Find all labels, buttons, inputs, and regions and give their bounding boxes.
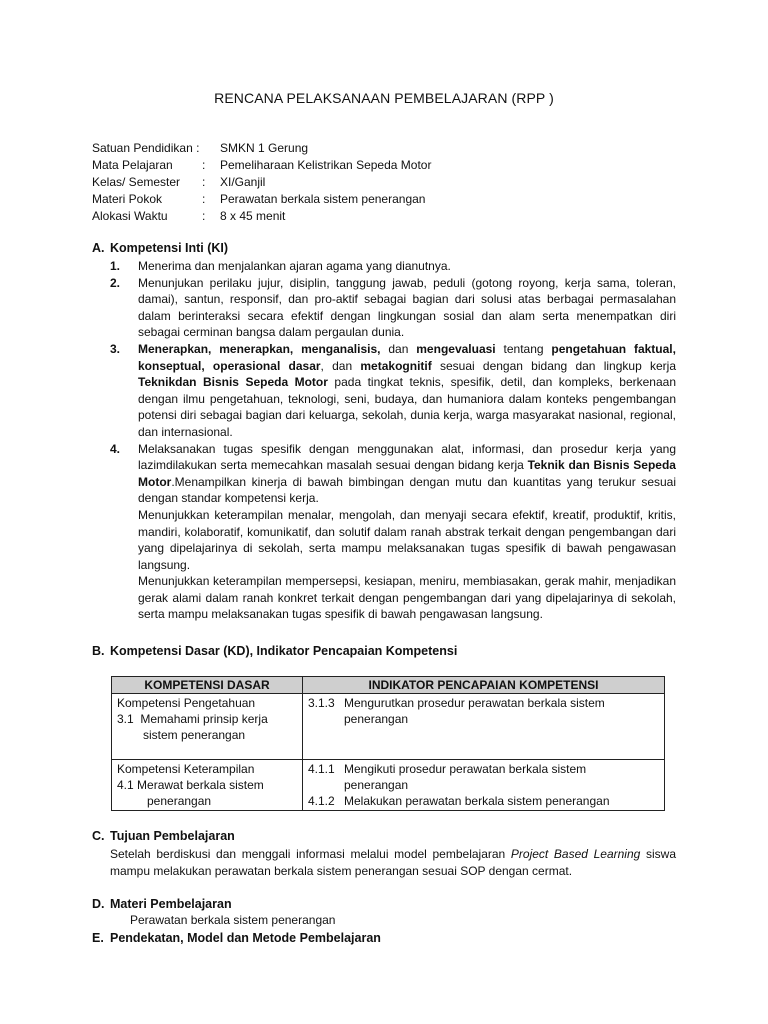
kd-type: Kompetensi Keterampilan	[117, 762, 255, 776]
meta-value: XI/Ganjil	[220, 175, 266, 189]
ki-item	[110, 341, 676, 441]
meta-value: Pemeliharaan Kelistrikan Sepeda Motor	[220, 158, 432, 172]
indicator-code: 3.1.3	[308, 696, 335, 710]
ki-paragraph: Menunjukkan keterampilan menalar, mengolah, dan menyaji secara efektif, kreatif, produktif, kritis, mandiri, kolaboratif, komunikatif, dan solutif dalam ranah abstrak terkait dengan pengembangan dari yang dipelajarinya di sekolah, serta mampu melaksanakan tugas spesifik di bawah pengawasan langsung.	[138, 507, 676, 572]
meta-key: Satuan Pendidikan :	[92, 141, 200, 155]
kd-code: 4.1	[117, 778, 134, 792]
kd-text-cont: penerangan	[147, 794, 212, 808]
ki-item	[110, 275, 676, 341]
ki-number: 3.	[110, 341, 121, 356]
meta-key: Mata Pelajaran	[92, 158, 173, 172]
meta-colon: :	[202, 209, 206, 223]
meta-key: Kelas/ Semester	[92, 175, 181, 189]
ki-number: 1.	[110, 259, 121, 273]
meta-colon: :	[202, 175, 206, 189]
meta-row	[92, 174, 431, 191]
meta-row	[92, 191, 431, 208]
ki-text: Menunjukan perilaku jujur, disiplin, tanggung jawab, peduli (gotong royong, kerja sama, toleran, damai), santun, responsif, dan pro-aktif sebagai bagian dari solusi atas berbagai permasalahan dalam berinteraksi secara efektif dengan lingkungan sosial dan alam serta menempatkan diri sebagai cerminan bangsa dalam pergaulan dunia.	[138, 275, 676, 340]
section-title: Tujuan Pembelajaran	[110, 829, 235, 843]
section-e-heading	[92, 931, 381, 945]
ki-paragraph: Menunjukkan keterampilan mempersepsi, kesiapan, meniru, membiasakan, gerak mahir, menjadikan gerak alami dalam ranah konkret terkait dengan pengembangan dari yang dipelajarinya di sekolah, serta mampu melaksanakan tugas spesifik di bawah pengawasan langsung.	[138, 574, 676, 622]
ki-list	[110, 258, 676, 623]
table-row	[112, 694, 665, 760]
meta-key: Alokasi Waktu	[92, 209, 168, 223]
ki-text-part: sesuai dengan bidang dan lingkup kerja	[431, 358, 676, 373]
indicator	[308, 793, 659, 809]
section-c-text	[110, 846, 676, 880]
kd-text: Memahami prinsip kerja	[140, 712, 268, 726]
text-part: siswa mampu melakukan perawatan berkala sistem penerangan sesuai SOP dengan cermat.	[110, 847, 676, 878]
ki-text: Menerima dan menjalankan ajaran agama yang dianutnya.	[138, 259, 451, 273]
indicator-text	[344, 761, 586, 793]
meta-value: SMKN 1 Gerung	[220, 141, 309, 155]
meta-row	[92, 157, 431, 174]
ki-bold-text: pengetahuan faktual, konseptual, operasional dasar	[138, 341, 676, 373]
ki-item	[110, 441, 676, 507]
kd-text: Merawat berkala sistem	[137, 778, 264, 792]
ki-text-part: tentang	[495, 341, 552, 356]
ki-number: 2.	[110, 275, 121, 290]
meta-key: Materi Pokok	[92, 192, 163, 206]
section-letter: D.	[92, 897, 105, 911]
ki-text-part: pada tingkat teknis, spesifik, detil, dan kompleks, berkenaan dengan ilmu pengetahuan, teknologi, seni, budaya, dan humaniora dalam konteks pengembangan potensi diri sebagai bagian dari keluarga, sekolah, dunia kerja, warga masyarakat nasional, regional, dan internasional.	[138, 375, 676, 439]
section-a-heading	[92, 241, 228, 255]
indicator-text: Melakukan perawatan berkala sistem penerangan	[344, 794, 610, 808]
kd-cell	[112, 694, 303, 760]
meta-value: 8 x 45 menit	[220, 209, 286, 223]
kd-line	[117, 777, 297, 793]
section-title: Kompetensi Dasar (KD), Indikator Pencapaian Kompetensi	[110, 644, 458, 658]
indicator-code: 4.1.2	[308, 794, 335, 808]
kd-line	[117, 711, 297, 727]
ki-bold-text: mengevaluasi	[416, 341, 496, 356]
meta-colon: :	[202, 158, 206, 172]
competency-table	[111, 676, 665, 811]
kd-cell	[112, 760, 303, 811]
section-letter: E.	[92, 931, 104, 945]
kd-text-cont: sistem penerangan	[143, 728, 246, 742]
meta-colon	[202, 140, 220, 157]
indicator-line: Mengurutkan prosedur perawatan berkala sistem	[344, 696, 605, 710]
section-letter: C.	[92, 829, 105, 843]
table-header-row	[112, 677, 665, 694]
ki-text-part: , dan	[320, 358, 361, 373]
ki-bold-text: Teknik dan Bisnis Sepeda Motor	[138, 458, 676, 489]
table-header-cell: KOMPETENSI DASAR	[112, 677, 303, 694]
ki-bold-text: Menerapkan, menerapkan, menganalisis,	[138, 341, 381, 356]
section-letter: B.	[92, 644, 105, 658]
kd-code: 3.1	[117, 712, 134, 726]
indicator-line: penerangan	[344, 712, 409, 726]
kd-type: Kompetensi Pengetahuan	[117, 696, 256, 710]
ki-text	[138, 441, 676, 507]
indicator-line: penerangan	[344, 778, 409, 792]
indicator-cell	[303, 760, 665, 811]
document-title: RENCANA PELAKSANAAN PEMBELAJARAN (RPP )	[214, 90, 554, 106]
text-part: Setelah berdiskusi dan menggali informasi melalui model pembelajaran	[110, 847, 511, 861]
ki-text	[138, 341, 676, 441]
ki-item	[110, 258, 676, 275]
meta-value: Perawatan berkala sistem penerangan	[220, 192, 426, 206]
ki-text-part: Melaksanakan tugas spesifik dengan menggunakan alat, informasi, dan prosedur kerja yang lazimdilakukan serta memecahkan masalah sesuai dengan bidang kerja	[138, 441, 676, 473]
table-header-cell: INDIKATOR PENCAPAIAN KOMPETENSI	[303, 677, 665, 694]
indicator-text	[344, 695, 605, 727]
indicator	[308, 695, 659, 727]
ki-text-part: .Menampilkan kinerja di bawah bimbingan dengan mutu dan kuantitas yang terukur sesuai dengan standar kompetensi kerja.	[138, 474, 676, 506]
section-title: Pendekatan, Model dan Metode Pembelajaran	[110, 931, 381, 945]
section-title: Kompetensi Inti (KI)	[110, 241, 229, 255]
meta-row	[92, 208, 431, 225]
section-letter: A.	[92, 241, 105, 255]
section-d-text: Perawatan berkala sistem penerangan	[130, 913, 336, 927]
section-title: Materi Pembelajaran	[110, 897, 232, 911]
ki-bold-text: metakognitif	[360, 358, 432, 373]
ki-number: 4.	[110, 441, 121, 456]
indicator-cell	[303, 694, 665, 760]
section-d-heading	[92, 897, 232, 911]
section-c-heading	[92, 829, 235, 843]
table-row	[112, 760, 665, 811]
indicator-line: Mengikuti prosedur perawatan berkala sistem	[344, 762, 587, 776]
meta-colon: :	[202, 192, 206, 206]
section-b-heading	[92, 644, 457, 658]
italic-text: Project Based Learning	[510, 847, 641, 861]
ki-text-part: dan	[380, 341, 417, 356]
ki-bold-text: Teknikdan Bisnis Sepeda Motor	[138, 375, 328, 390]
indicator-code: 4.1.1	[308, 762, 335, 776]
meta-row	[92, 140, 431, 157]
indicator	[308, 761, 659, 793]
identity-block	[92, 140, 431, 225]
